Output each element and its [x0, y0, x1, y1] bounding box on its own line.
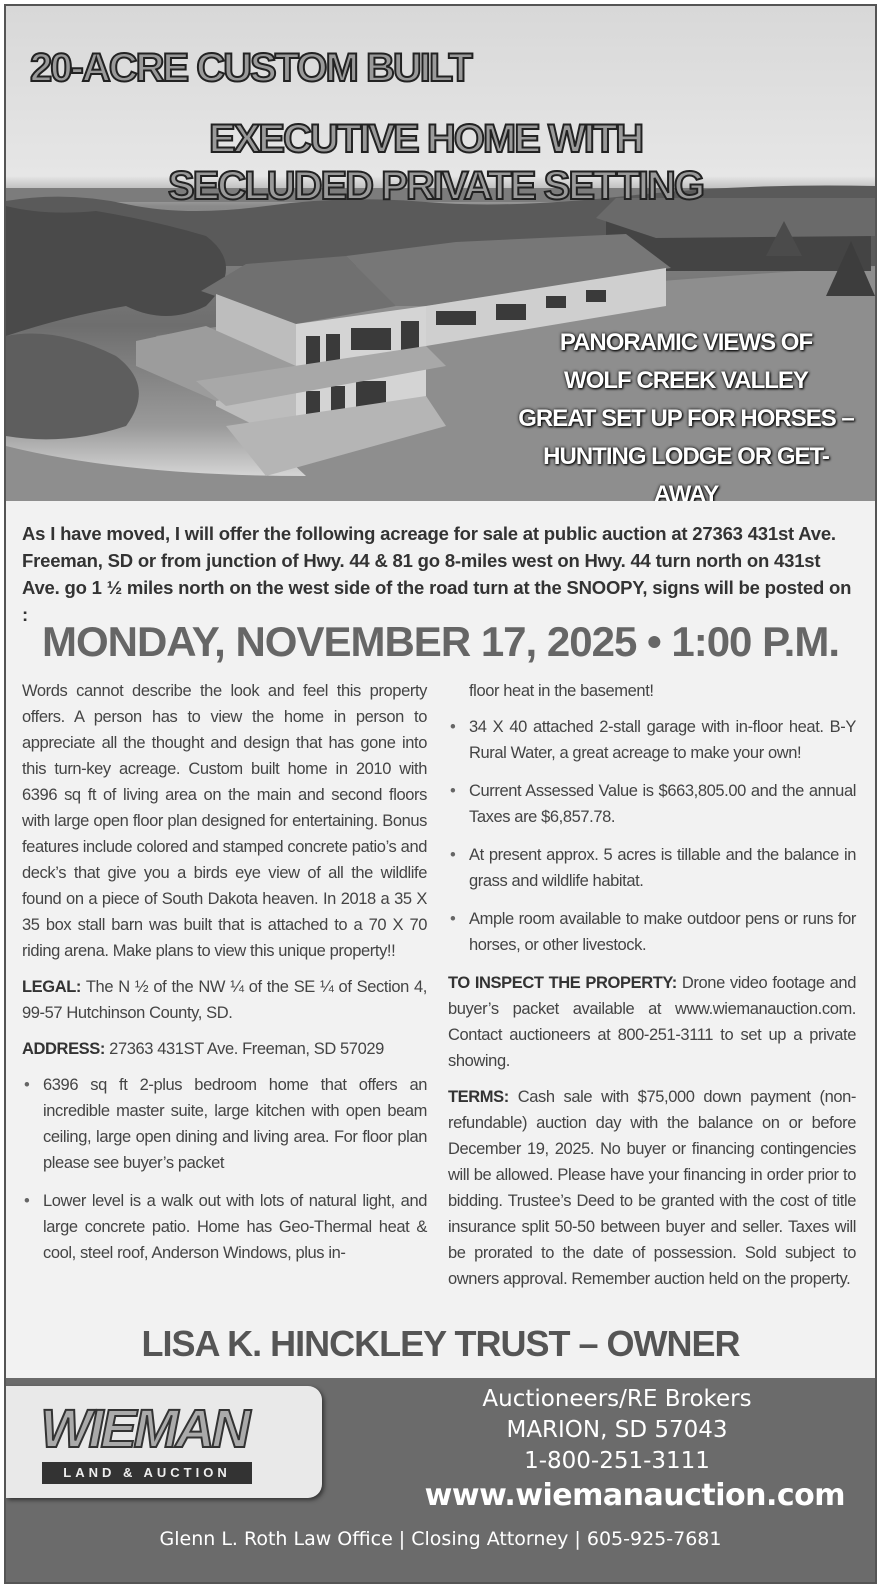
company-type: Auctioneers/RE Brokers [482, 1386, 752, 1412]
auction-date: MONDAY, NOVEMBER 17, 2025 • 1:00 P.M. [41, 618, 840, 665]
list-item: • Current Assessed Value is $663,805.00 and the annual Taxes are $6,857.78. [448, 778, 856, 830]
inspect-label: TO INSPECT THE PROPERTY: [448, 974, 677, 992]
intro-paragraph: As I have moved, I will offer the following acreage for sale at public auction at 27363 431st Ave. Freeman, SD or from junction of Hwy. 44 & 81 go 8-miles west on Hwy. 44 turn north on 431st Ave. go 1 ½ miles north on the west side of the road turn at the SNOOPY, signs will be posted on : [22, 523, 852, 625]
list-item: • Lower level is a walk out with lots of natural light, and large concrete patio. Home has Geo-Thermal heat & cool, steel roof, Anderson Windows, plus in- [22, 1188, 427, 1266]
callout-line: WOLF CREEK VALLEY [564, 367, 808, 394]
list-item: • Ample room available to make outdoor pens or runs for horses, or other livestock. [448, 906, 856, 958]
address-section [22, 1036, 427, 1062]
legal-text: The N ½ of the NW ¼ of the SE ¼ of Section 4, 99-57 Hutchinson County, SD. [22, 978, 427, 1022]
legal-section [22, 974, 427, 1026]
company-website: www.wiemanauction.com [424, 1478, 845, 1513]
company-phone: 1-800-251-3111 [524, 1448, 710, 1474]
headline-line-3: SECLUDED PRIVATE SETTING [168, 164, 704, 208]
list-item: • 6396 sq ft 2-plus bedroom home that offers an incredible master suite, large kitchen with open beam ceiling, large open dining and living area. For floor plan please see buyer’s packet [22, 1072, 427, 1176]
right-column [448, 678, 856, 1302]
list-item: • At present approx. 5 acres is tillable and the balance in grass and wildlife habitat. [448, 842, 856, 894]
headline-line-2: EXECUTIVE HOME WITH [209, 117, 643, 161]
terms-text: Cash sale with $75,000 down payment (non-refundable) auction day with the balance on or before December 19, 2025. No buyer or financing contingencies will be allowed. Please have your financing in order prior to bidding. Trustee’s Deed to be granted with the cost of title insurance split 50-50 between buyer and seller. Taxes will be prorated to the date of possession. Sold subject to owners approval. Remember auction held on the property. [448, 1088, 856, 1288]
owner-name: LISA K. HINCKLEY TRUST – OWNER [141, 1323, 740, 1364]
features-list-left [22, 1072, 427, 1266]
logo-subtitle: LAND & AUCTION [42, 1462, 252, 1484]
hero-photo-area [6, 6, 875, 501]
headline-line-1: 20-ACRE CUSTOM BUILT [30, 46, 471, 90]
left-column [22, 678, 427, 1278]
inspect-text: Drone video footage and buyer’s packet available at www.wiemanauction.com. Contact auctioneers at 800-251-3111 to set up a private showing. [448, 974, 856, 1070]
features-list-right [448, 714, 856, 958]
callout-line: PANORAMIC VIEWS OF [559, 329, 813, 356]
closing-attorney: Glenn L. Roth Law Office | Closing Attorney | 605-925-7681 [159, 1528, 722, 1550]
auction-ad [4, 4, 877, 1584]
callout-line: GREAT SET UP FOR HORSES – [518, 405, 854, 432]
company-location: MARION, SD 57043 [506, 1417, 728, 1443]
description-paragraph: Words cannot describe the look and feel this property offers. A person has to view the home in person to appreciate all the thought and design that has gone into this turn-key acreage. Custom built home in 2010 with 6396 sq ft of living area on the main and second floors with large open floor plan designed for entertaining. Bonus features include colored and stamped concrete patio’s and deck’s that give you a birds eye view of all the wildlife found on a piece of South Dakota heaven. In 2018 a 35 X 35 box stall barn was built that is attached to a 70 X 70 riding arena. Make plans to view this unique property!! [22, 682, 427, 960]
terms-label: TERMS: [448, 1088, 509, 1106]
address-text: 27363 431ST Ave. Freeman, SD 57029 [104, 1040, 384, 1058]
wieman-logo [6, 1386, 322, 1498]
inspect-section [448, 970, 856, 1074]
list-item: • 34 X 40 attached 2-stall garage with in-floor heat. B-Y Rural Water, a great acreage to make your own! [448, 714, 856, 766]
address-label: ADDRESS: [22, 1040, 105, 1058]
logo-wordmark: WIEMAN [40, 1399, 248, 1459]
bullet-continuation: floor heat in the basement! [469, 682, 654, 700]
feature-callout [511, 324, 861, 501]
callout-line: HUNTING LODGE OR GET-AWAY [543, 443, 829, 501]
footer [6, 1378, 875, 1584]
terms-section [448, 1084, 856, 1292]
legal-label: LEGAL: [22, 978, 82, 996]
